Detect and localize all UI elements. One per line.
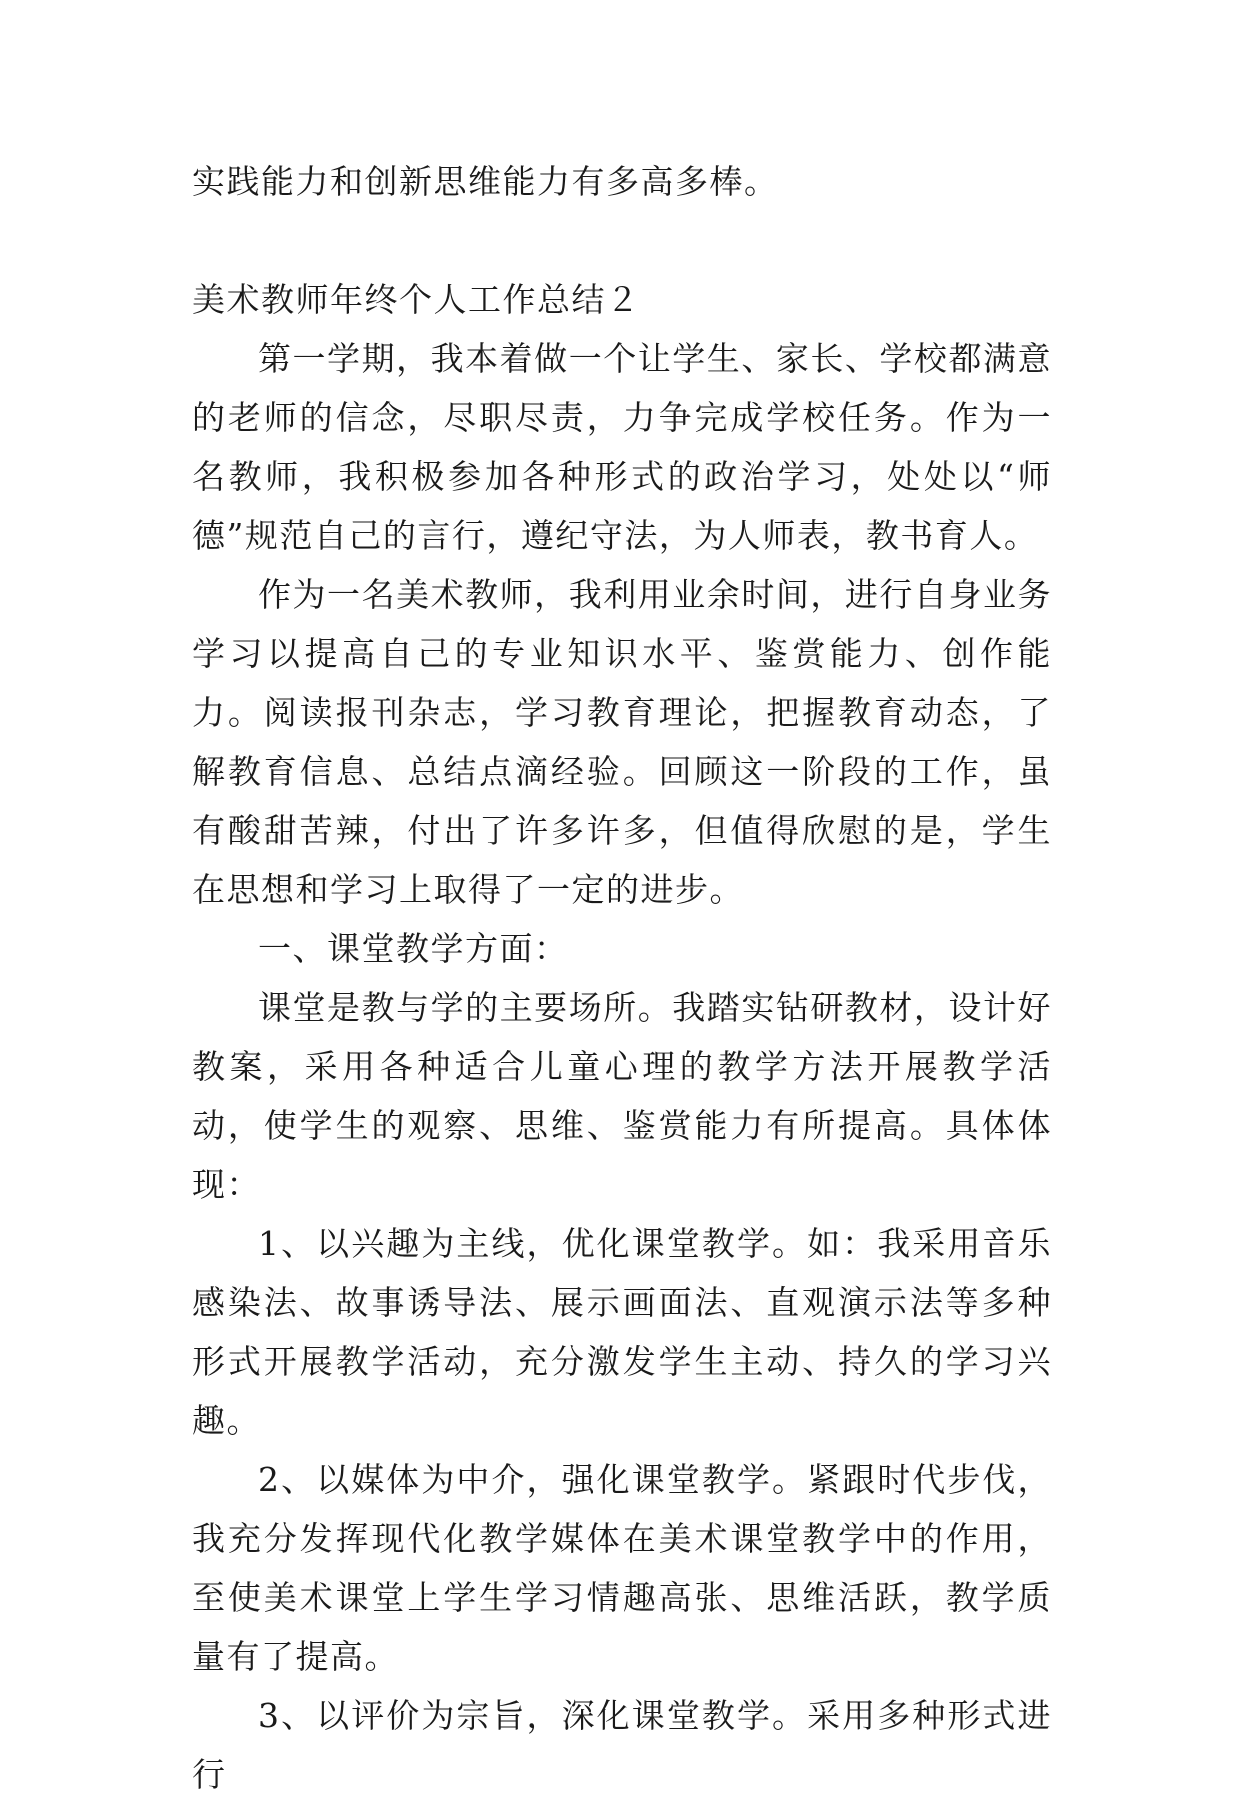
lead-paragraph: 实践能力和创新思维能力有多高多棒。 (192, 162, 779, 201)
document-body (192, 152, 1052, 1804)
list-item: 1、以兴趣为主线，优化课堂教学。如：我采用音乐感染法、故事诱导法、展示画面法、直观演示法等多种形式开展教学活动，充分激发学生主动、持久的学习兴趣。 (192, 1224, 1052, 1440)
section-title: 美术教师年终个人工作总结２ (192, 280, 641, 319)
paragraph: 作为一名美术教师，我利用业余时间，进行自身业务学习以提高自己的专业知识水平、鉴赏能力、创作能力。阅读报刊杂志，学习教育理论，把握教育动态，了解教育信息、总结点滴经验。回顾这一阶段的工作，虽有酸甜苦辣，付出了许多许多，但值得欣慰的是，学生在思想和学习上取得了一定的进步。 (192, 575, 1052, 909)
paragraph: 第一学期，我本着做一个让学生、家长、学校都满意的老师的信念，尽职尽责，力争完成学校任务。作为一名教师，我积极参加各种形式的政治学习，处处以“师德”规范自己的言行，遵纪守法，为人师表，教书育人。 (192, 339, 1052, 555)
subsection-heading: 一、课堂教学方面： (258, 929, 569, 968)
list-item: 3、以评价为宗旨，深化课堂教学。采用多种形式进行 (192, 1696, 1052, 1794)
paragraph: 课堂是教与学的主要场所。我踏实钻研教材，设计好教案，采用各种适合儿童心理的教学方法开展教学活动，使学生的观察、思维、鉴赏能力有所提高。具体体现： (192, 988, 1052, 1204)
list-item: 2、以媒体为中介，强化课堂教学。紧跟时代步伐，我充分发挥现代化教学媒体在美术课堂教学中的作用，至使美术课堂上学生学习情趣高张、思维活跃，教学质量有了提高。 (192, 1460, 1052, 1676)
